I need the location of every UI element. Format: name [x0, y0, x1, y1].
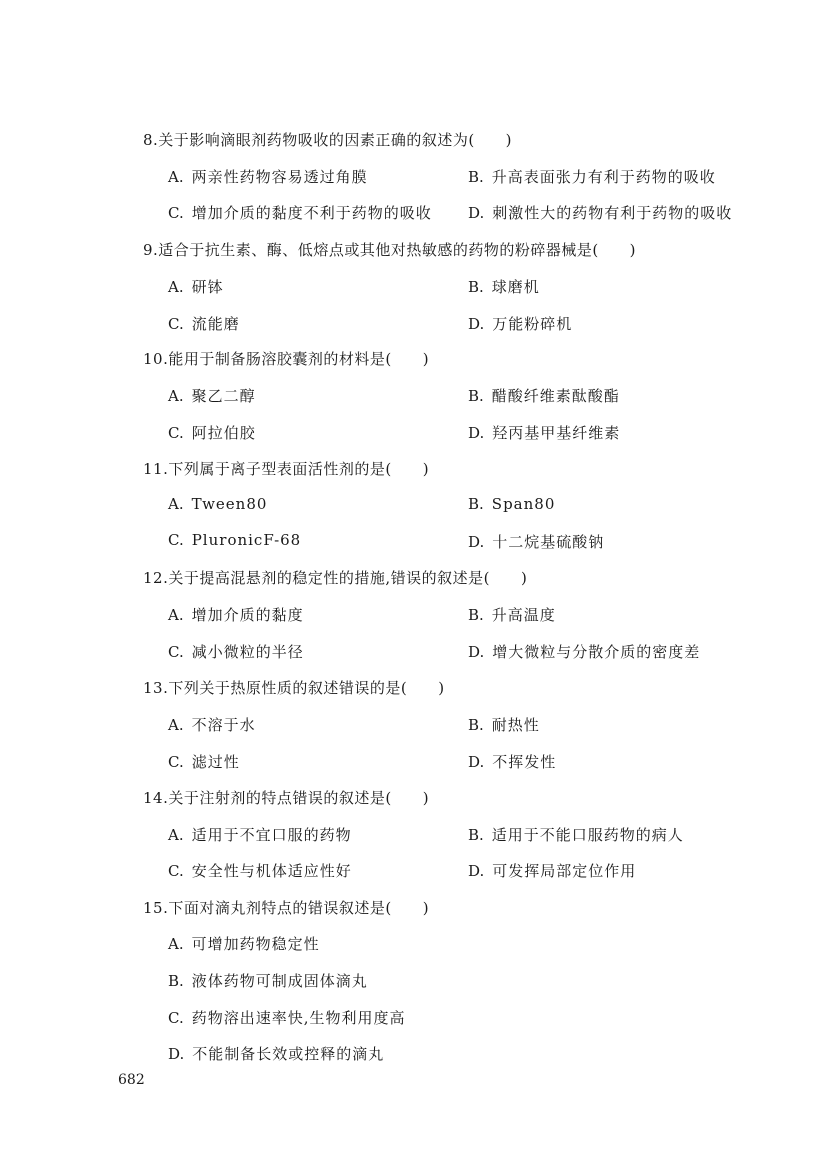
question-11-option-c: C. PluronicF-68 [168, 531, 302, 549]
question-12-option-b: B. 升高温度 [468, 606, 556, 624]
question-11-option-a: A. Tween80 [168, 495, 268, 513]
question-12-option-c: C. 减小微粒的半径 [168, 643, 304, 661]
question-13-option-b: B. 耐热性 [468, 716, 540, 734]
question-13-option-c: C. 滤过性 [168, 753, 240, 771]
question-8-option-a: A. 两亲性药物容易透过角膜 [168, 168, 368, 186]
question-12-title: 12.关于提高混悬剂的稳定性的措施,错误的叙述是( ) [143, 569, 528, 587]
question-10-option-a: A. 聚乙二醇 [168, 387, 256, 405]
question-8-option-d: D. 刺激性大的药物有利于药物的吸收 [468, 204, 733, 222]
question-11-title: 11.下列属于离子型表面活性剂的是( ) [143, 460, 430, 478]
question-15-option-a: A. 可增加药物稳定性 [168, 935, 320, 953]
question-14-option-b: B. 适用于不能口服药物的病人 [468, 826, 684, 844]
question-10-option-c: C. 阿拉伯胶 [168, 424, 256, 442]
question-13-title: 13.下列关于热原性质的叙述错误的是( ) [143, 679, 445, 697]
question-15-option-c: C. 药物溶出速率快,生物利用度高 [168, 1009, 406, 1027]
question-10-option-d: D. 羟丙基甲基纤维素 [468, 424, 621, 442]
question-10-option-b: B. 醋酸纤维素酞酸酯 [468, 387, 620, 405]
question-12-option-a: A. 增加介质的黏度 [168, 606, 304, 624]
question-11-option-b: B. Span80 [468, 495, 556, 513]
question-12-option-d: D. 增大微粒与分散介质的密度差 [468, 643, 701, 661]
question-15-option-b: B. 液体药物可制成固体滴丸 [168, 972, 368, 990]
question-8-option-b: B. 升高表面张力有利于药物的吸收 [468, 168, 716, 186]
question-13-option-d: D. 不挥发性 [468, 753, 557, 771]
question-14-option-c: C. 安全性与机体适应性好 [168, 862, 352, 880]
question-9-option-a: A. 研钵 [168, 278, 224, 296]
question-14-option-a: A. 适用于不宜口服的药物 [168, 826, 352, 844]
page-number: 682 [118, 1072, 145, 1088]
question-9-option-b: B. 球磨机 [468, 278, 540, 296]
question-9-option-d: D. 万能粉碎机 [468, 315, 573, 333]
question-11-option-d: D. 十二烷基硫酸钠 [468, 533, 605, 551]
question-10-title: 10.能用于制备肠溶胶囊剂的材料是( ) [143, 350, 430, 368]
question-13-option-a: A. 不溶于水 [168, 716, 256, 734]
question-14-title: 14.关于注射剂的特点错误的叙述是( ) [143, 789, 430, 807]
question-8-option-c: C. 增加介质的黏度不利于药物的吸收 [168, 204, 432, 222]
question-15-title: 15.下面对滴丸剂特点的错误叙述是( ) [143, 899, 430, 917]
question-9-title: 9.适合于抗生素、酶、低熔点或其他对热敏感的药物的粉碎器械是( ) [143, 241, 637, 259]
question-9-option-c: C. 流能磨 [168, 315, 240, 333]
question-14-option-d: D. 可发挥局部定位作用 [468, 862, 637, 880]
question-15-option-d: D. 不能制备长效或控释的滴丸 [168, 1045, 385, 1063]
question-8-title: 8.关于影响滴眼剂药物吸收的因素正确的叙述为( ) [143, 131, 513, 149]
